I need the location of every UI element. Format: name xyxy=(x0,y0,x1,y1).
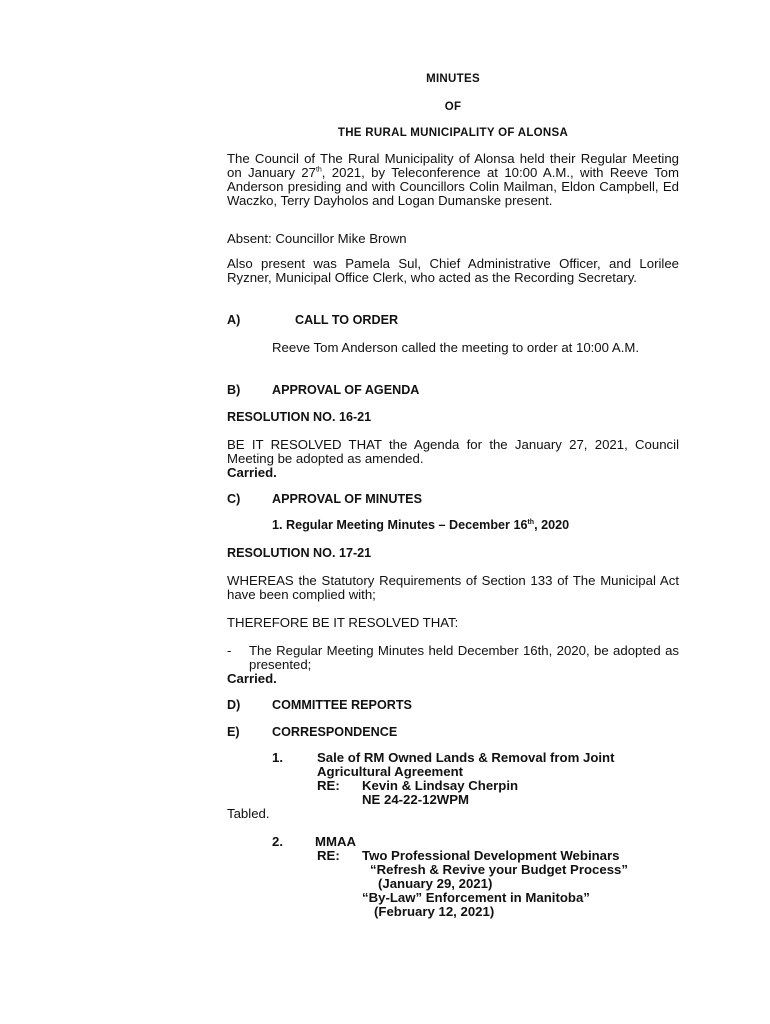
resolution-17-text: WHEREAS the Statutory Requirements of Section 133 of The Municipal Act have been complied with; xyxy=(227,573,679,602)
section-b-heading: B) APPROVAL OF AGENDA xyxy=(227,383,420,397)
title-minutes: MINUTES xyxy=(426,73,480,85)
carried-1: Carried. xyxy=(227,465,277,480)
resolution-16-text: BE IT RESOLVED THAT the Agenda for the January 27, 2021, Council Meeting be adopted as amended. xyxy=(227,437,679,466)
call-to-order-text: Reeve Tom Anderson called the meeting to order at 10:00 A.M. xyxy=(272,340,640,355)
therefore-line: THEREFORE BE IT RESOLVED THAT: xyxy=(227,615,459,630)
resolution-17-item: - The Regular Meeting Minutes held December 16th, 2020, be adopted as presented; xyxy=(227,643,679,672)
correspondence-item-1: 1. Sale of RM Owned Lands & Removal from Joint Agricultural Agreement RE: Kevin & Lindsay Cherpin NE 24-22-12WPM xyxy=(272,750,615,807)
title-municipality: THE RURAL MUNICIPALITY OF ALONSA xyxy=(337,127,569,139)
minutes-item-1: 1. Regular Meeting Minutes – December 16th, 2020 xyxy=(272,518,570,532)
section-d-heading: D) COMMITTEE REPORTS xyxy=(227,698,412,712)
also-present-paragraph: Also present was Pamela Sul, Chief Administrative Officer, and Lorilee Ryzner, Municipal Office Clerk, who acted as the Recording Secretary. xyxy=(227,256,679,285)
intro-paragraph: The Council of The Rural Municipality of Alonsa held their Regular Meeting on January 27th, 2021, by Teleconference at 10:00 A.M., with Reeve Tom Anderson presiding and with Councillors Colin Mailman, Eldon Campbell, Ed Waczko, Terry Dayholos and Logan Dumanske present. xyxy=(227,151,679,208)
section-c-heading: C) APPROVAL OF MINUTES xyxy=(227,492,422,506)
title-of: OF xyxy=(444,101,462,113)
absent-line: Absent: Councillor Mike Brown xyxy=(227,231,407,246)
correspondence-item-2: 2. MMAA RE: Two Professional Development Webinars “Refresh & Revive your Budget Process” (January 29, 2021) “By-Law” Enforcement in Manitoba” (February 12, 2021) xyxy=(272,834,628,919)
tabled-line: Tabled. xyxy=(227,806,270,821)
section-e-heading: E) CORRESPONDENCE xyxy=(227,725,398,739)
resolution-16-21: RESOLUTION NO. 16-21 xyxy=(227,410,372,424)
section-a-heading: A) CALL TO ORDER xyxy=(227,313,399,327)
carried-2: Carried. xyxy=(227,671,277,686)
resolution-17-21: RESOLUTION NO. 17-21 xyxy=(227,546,372,560)
